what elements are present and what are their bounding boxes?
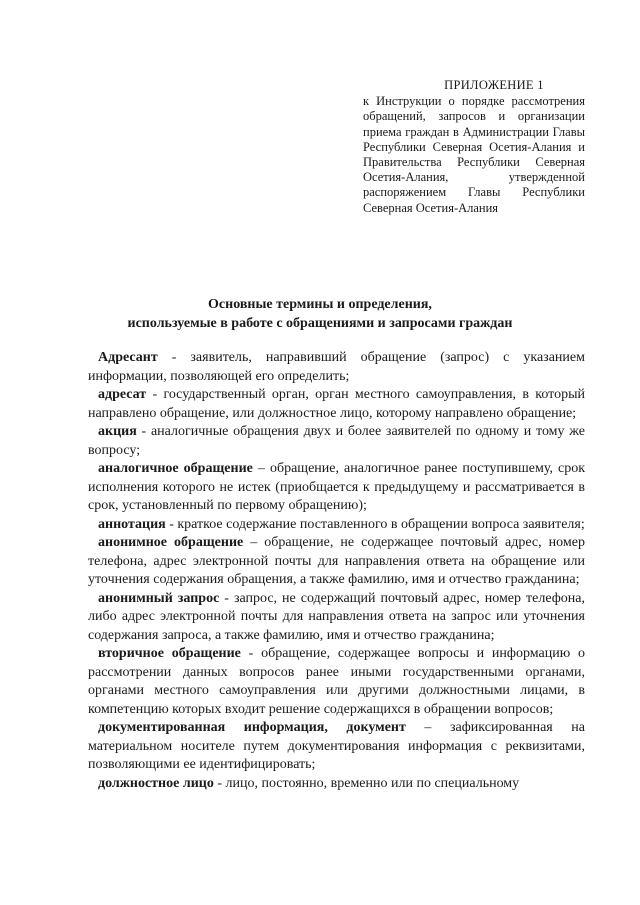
term-name: аналогичное обращение bbox=[98, 461, 253, 476]
term-name: анонимное обращение bbox=[98, 535, 244, 550]
term-separator: - bbox=[136, 424, 151, 439]
term-name: документированная информация, документ bbox=[98, 720, 406, 735]
heading-line-2: используемые в работе с обращениями и запросами граждан bbox=[127, 315, 513, 331]
term-separator: - bbox=[157, 350, 191, 365]
terms-list bbox=[88, 349, 585, 793]
term-entry bbox=[88, 775, 585, 794]
term-separator: - bbox=[213, 775, 226, 791]
term-name: анонимный запрос bbox=[98, 590, 220, 606]
term-definition: заявитель, направивший обращение (запрос) с указанием информации, позволяющей его определить; bbox=[88, 350, 585, 384]
term-definition: обращение, не содержащее почтовый адрес, номер телефона, адрес электронной почты для направления ответа на обращение или уточнения содержания обращения, а также фамилию, имя и отчество гражданина; bbox=[88, 535, 585, 587]
term-entry bbox=[88, 534, 585, 590]
term-definition: обращение, аналогичное ранее поступившему, срок исполнения которого не истек (приобщается к предыдущему и рассматривается в срок, установленный по первому обращению); bbox=[88, 461, 586, 513]
term-name: должностное лицо bbox=[98, 775, 214, 791]
term-entry bbox=[88, 645, 585, 719]
term-separator: - bbox=[146, 387, 164, 402]
term-separator: – bbox=[405, 720, 450, 735]
term-separator: - bbox=[240, 646, 262, 661]
term-entry bbox=[88, 590, 585, 646]
term-entry bbox=[88, 460, 585, 516]
term-entry bbox=[88, 719, 585, 775]
term-definition: зафиксированная на материальном носителе путем документирования информация с реквизитами, позволяющими ее идентифицировать; bbox=[88, 720, 585, 772]
term-definition: запрос, не содержащий почтовый адрес, номер телефона, либо адрес электронной почты для направления ответа на запрос или уточнения содержания запроса, а также фамилию, имя и отчество гражданина; bbox=[88, 590, 585, 643]
term-definition: государственный орган, орган местного самоуправления, в который направлено обращение, или должностное лицо, которому направлено обращение; bbox=[88, 387, 586, 421]
term-name: адресат bbox=[98, 387, 147, 402]
term-entry bbox=[88, 386, 585, 423]
heading-line-1: Основные термины и определения, bbox=[208, 297, 432, 312]
term-name: аннотация bbox=[98, 516, 166, 532]
appendix-title: ПРИЛОЖЕНИЕ 1 bbox=[444, 78, 544, 92]
term-entry bbox=[88, 423, 585, 460]
appendix-description: к Инструкции о порядке рассмотрения обращений, запросов и организации приема граждан в Администрации Главы Республики Северная Осетия-Алания и Правительства Республики Северная Осетия-Алания, утвержденной распоряжением Главы Республики Северная Осетия-Алания bbox=[363, 94, 585, 215]
term-name: Адресант bbox=[98, 350, 158, 365]
document-heading bbox=[96, 296, 544, 333]
term-definition: аналогичные обращения двух и более заявителей по одному и тому же вопросу; bbox=[88, 424, 585, 458]
term-separator: - bbox=[165, 516, 178, 532]
term-separator: – bbox=[243, 535, 265, 550]
term-separator: – bbox=[252, 461, 270, 476]
term-name: акция bbox=[98, 424, 137, 439]
term-entry bbox=[88, 349, 585, 386]
term-definition: обращение, содержащее вопросы и информацию о рассмотрении данных вопросов ранее иными государственными органами, органами местного самоуправления или другими должностными лицами, в компетенцию которых входит решение содержащихся в обращении вопросов; bbox=[88, 646, 585, 717]
term-definition: краткое содержание поставленного в обращении вопроса заявителя; bbox=[177, 516, 585, 532]
term-entry bbox=[88, 516, 585, 535]
term-separator: - bbox=[219, 590, 234, 606]
appendix-block bbox=[363, 78, 585, 216]
term-name: вторичное обращение bbox=[98, 646, 241, 661]
term-definition: лицо, постоянно, временно или по специальному bbox=[225, 775, 520, 791]
